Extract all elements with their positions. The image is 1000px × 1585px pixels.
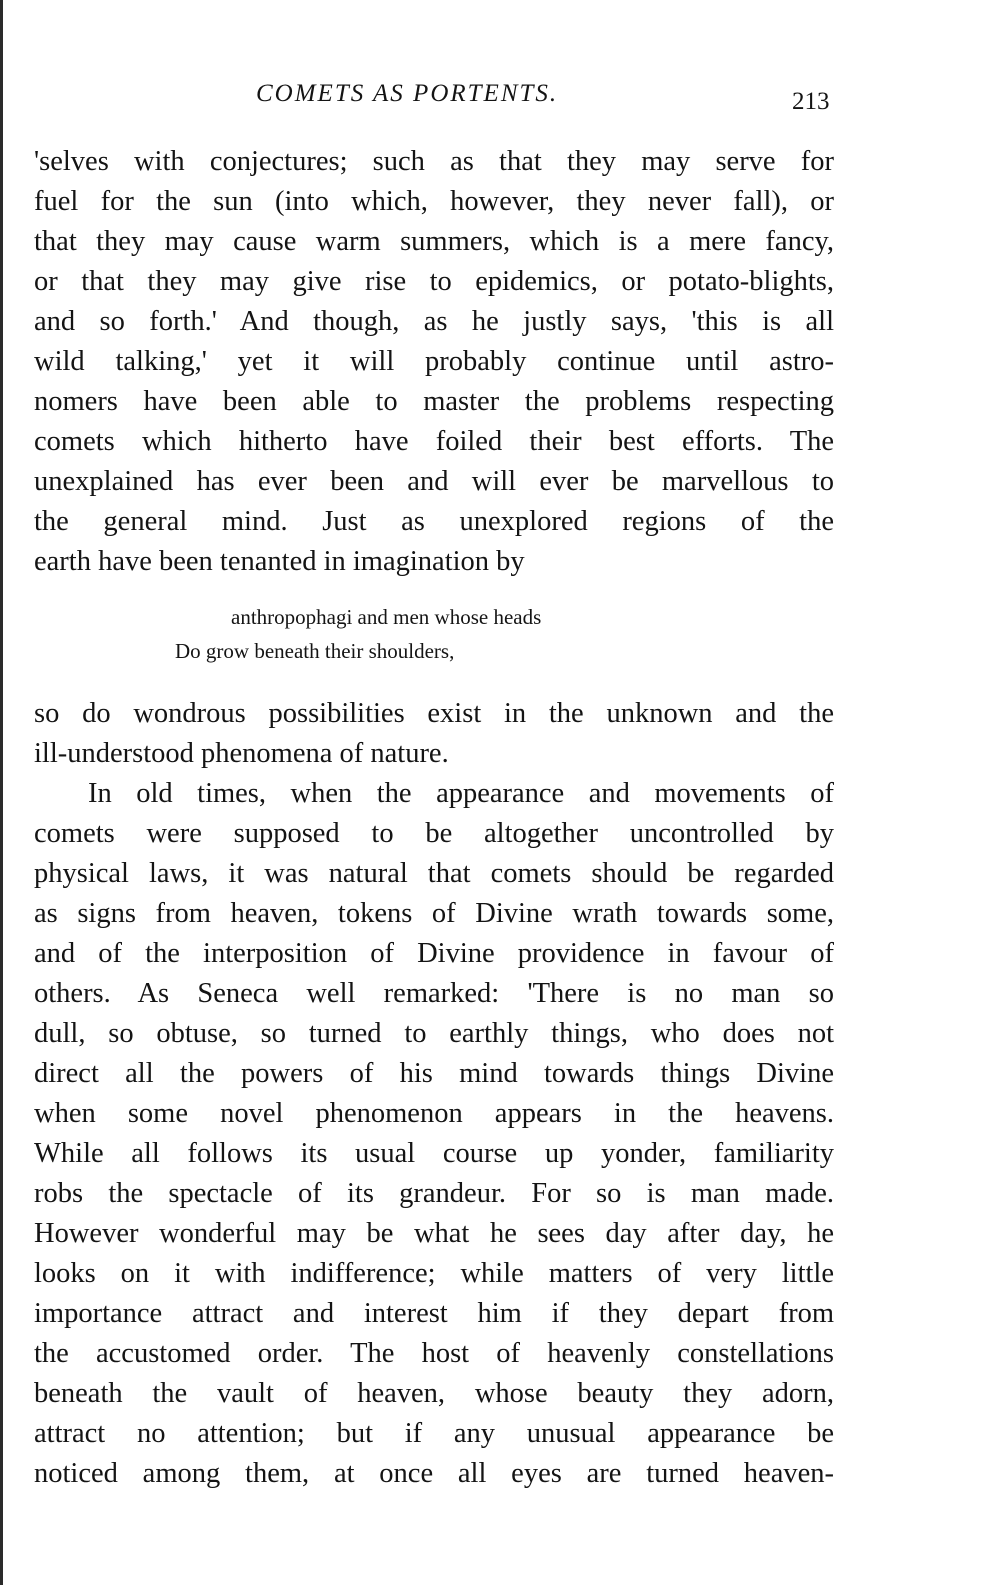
- text-line: that they may cause warm summers, which is a mere fancy,: [34, 226, 834, 257]
- text-line: noticed among them, at once all eyes are turned heaven-: [34, 1458, 834, 1489]
- text-line: others. As Seneca well remarked: 'There is no man so: [34, 978, 834, 1009]
- text-line: as signs from heaven, tokens of Divine wrath towards some,: [34, 898, 834, 929]
- verse-line: Do grow beneath their shoulders,: [175, 639, 455, 663]
- text-line: earth have been tenanted in imagination by: [34, 546, 525, 577]
- text-line: wild talking,' yet it will probably continue until astro-: [34, 346, 834, 377]
- text-line: so do wondrous possibilities exist in the unknown and the: [34, 698, 834, 729]
- text-line: While all follows its usual course up yonder, familiarity: [34, 1138, 834, 1169]
- text-line: or that they may give rise to epidemics, or potato-blights,: [34, 266, 834, 297]
- text-line: comets which hitherto have foiled their best efforts. The: [34, 426, 834, 457]
- text-line: beneath the vault of heaven, whose beauty they adorn,: [34, 1378, 834, 1409]
- text-line: direct all the powers of his mind towards things Divine: [34, 1058, 834, 1089]
- text-line: unexplained has ever been and will ever be marvellous to: [34, 466, 834, 497]
- text-line: robs the spectacle of its grandeur. For so is man made.: [34, 1178, 834, 1209]
- page-number: 213: [792, 88, 830, 115]
- text-line: looks on it with indifference; while matters of very little: [34, 1258, 834, 1289]
- text-line: ill-understood phenomena of nature.: [34, 738, 449, 769]
- page-edge: [0, 0, 3, 1585]
- text-line: and so forth.' And though, as he justly says, 'this is all: [34, 306, 834, 337]
- text-line: However wonderful may be what he sees day after day, he: [34, 1218, 834, 1249]
- text-line: importance attract and interest him if they depart from: [34, 1298, 834, 1329]
- text-line: In old times, when the appearance and movements of: [88, 778, 834, 809]
- text-line: fuel for the sun (into which, however, they never fall), or: [34, 186, 834, 217]
- text-line: attract no attention; but if any unusual appearance be: [34, 1418, 834, 1449]
- running-title: COMETS AS PORTENTS.: [256, 80, 559, 107]
- text-line: when some novel phenomenon appears in the heavens.: [34, 1098, 834, 1129]
- verse-line: anthropophagi and men whose heads: [231, 605, 542, 629]
- text-line: 'selves with conjectures; such as that they may serve for: [34, 146, 834, 177]
- text-line: and of the interposition of Divine providence in favour of: [34, 938, 834, 969]
- text-line: comets were supposed to be altogether uncontrolled by: [34, 818, 834, 849]
- text-line: physical laws, it was natural that comets should be regarded: [34, 858, 834, 889]
- text-line: the general mind. Just as unexplored regions of the: [34, 506, 834, 537]
- text-line: the accustomed order. The host of heavenly constellations: [34, 1338, 834, 1369]
- text-line: dull, so obtuse, so turned to earthly things, who does not: [34, 1018, 834, 1049]
- text-line: nomers have been able to master the problems respecting: [34, 386, 834, 417]
